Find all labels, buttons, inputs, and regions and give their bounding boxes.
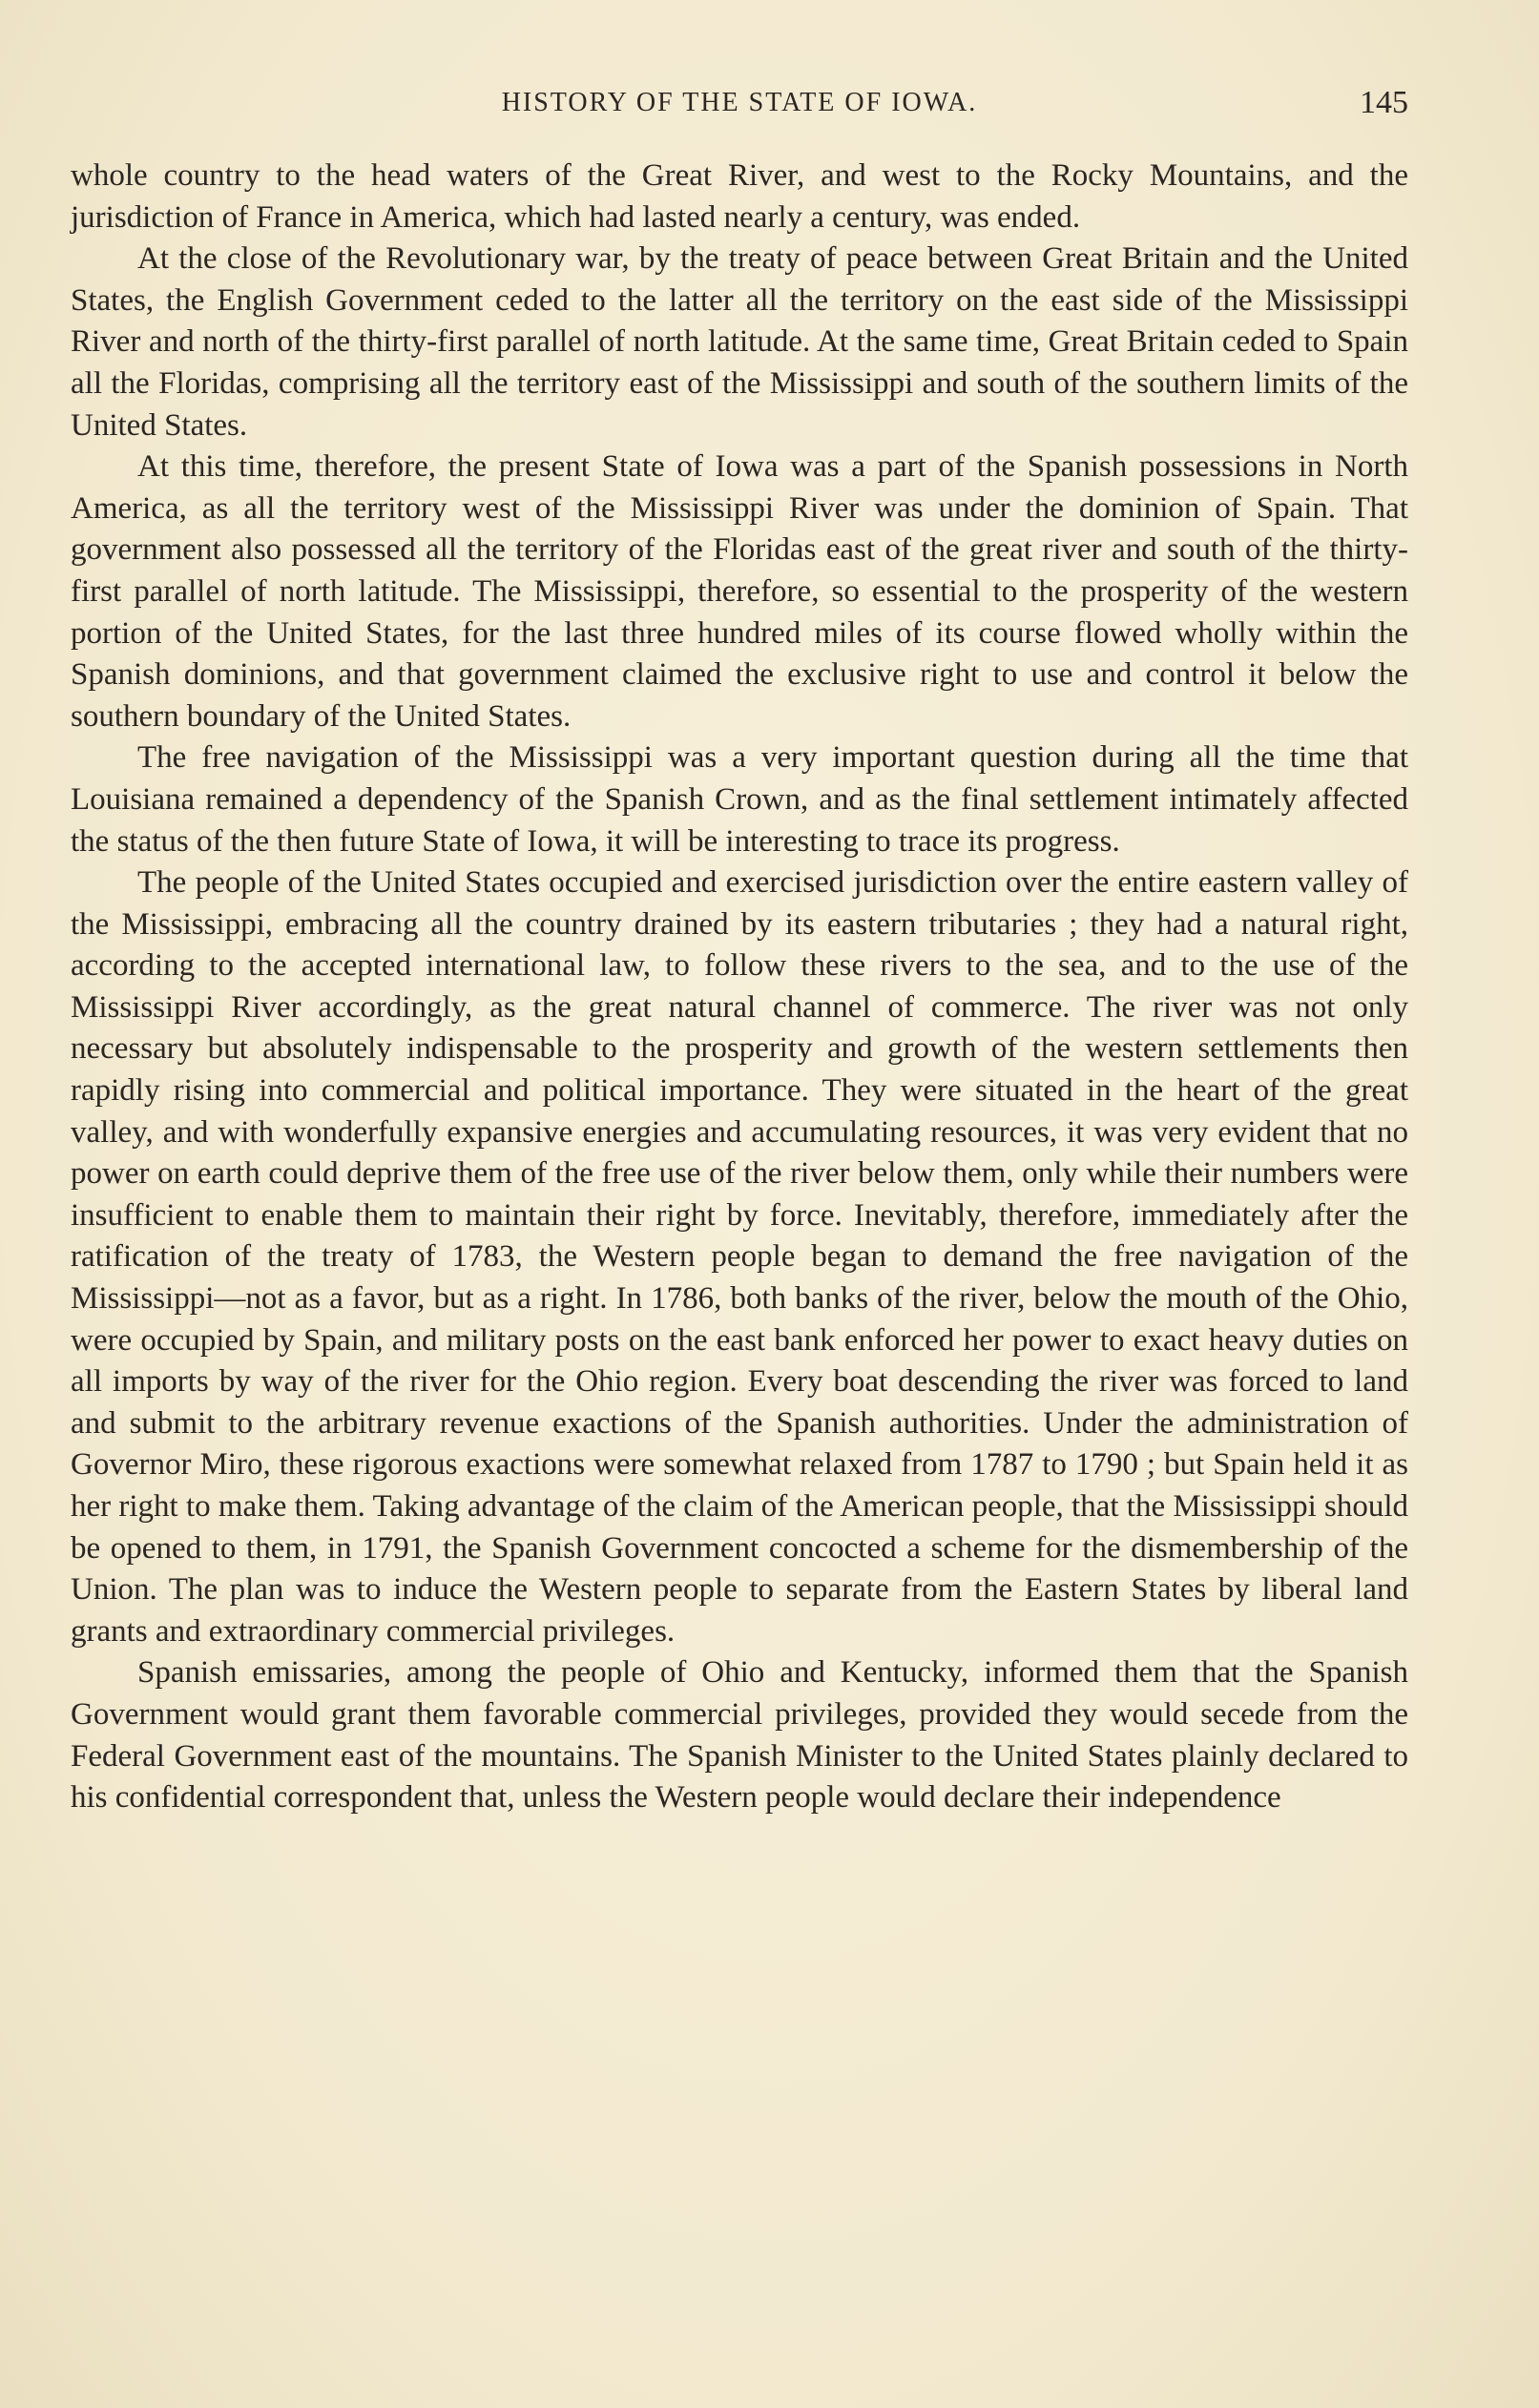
running-title: HISTORY OF THE STATE OF IOWA. [501,88,978,117]
body-text [71,156,1408,1819]
paragraph-free-navigation: The free navigation of the Mississippi was a very important question during all the time that Louisiana remained a dependency of the Spanish Crown, and as the final settlement intimately affected the status of the then future State of Iowa, it will be interesting to trace its progress. [71,740,1408,859]
running-head [71,82,1408,124]
paragraph-western-people: The people of the United States occupied and exercised jurisdiction over the entire eastern valley of the Mississippi, embracing all the country drained by its eastern tributaries ; they had a natural right, according to the accepted international law, to follow these rivers to the sea, and to the use of the Mississippi River accordingly, as the great natural channel of commerce. The river was not only necessary but absolutely indispensable to the prosperity and growth of the western settlements then rapidly rising into commercial and political importance. They were situated in the heart of the great valley, and with wonderfully expansive energies and accumulating resources, it was very evident that no power on earth could deprive them of the free use of the river below them, only while their numbers were insufficient to enable them to maintain their right by force. Inevitably, therefore, immediately after the ratification of the treaty of 1783, the Western people began to demand the free navigation of the Mississippi—not as a favor, but as a right. In 1786, both banks of the river, below the mouth of the Ohio, were occupied by Spain, and military posts on the east bank enforced her power to exact heavy duties on all imports by way of the river for the Ohio region. Every boat descending the river was forced to land and submit to the arbitrary revenue exactions of the Spanish authorities. Under the administration of Governor Miro, these rigorous exactions were somewhat relaxed from 1787 to 1790 ; but Spain held it as her right to make them. Taking advantage of the claim of the American people, that the Mississippi should be opened to them, in 1791, the Spanish Government concocted a scheme for the dismembership of the Union. The plan was to induce the Western people to separate from the Eastern States by liberal land grants and extraordinary commercial privileges. [71,865,1409,1649]
paragraph-spanish-possessions: At this time, therefore, the present State of Iowa was a part of the Spanish possessions in North America, as all the territory west of the Mississippi River was under the dominion of Spain. That government also possessed all the territory of the Floridas east of the great river and south of the thirty-first parallel of north latitude. The Mississippi, therefore, so essential to the prosperity of the western portion of the United States, for the last three hundred miles of its course flowed wholly within the Spanish dominions, and that government claimed the exclusive right to use and control it below the southern boundary of the United States. [71,449,1408,734]
paragraph-revolutionary-war: At the close of the Revolutionary war, by the treaty of peace between Great Britain and the United States, the English Government ceded to the latter all the territory on the east side of the Mississippi River and north of the thirty-first parallel of north latitude. At the same time, Great Britain ceded to Spain all the Floridas, comprising all the territory east of the Mississippi and south of the southern limits of the United States. [71,241,1408,443]
paragraph-continuation: whole country to the head waters of the Great River, and west to the Rocky Mountains, and the jurisdiction of France in America, which had lasted nearly a century, was ended. [71,158,1408,235]
page-number: 145 [1360,85,1408,120]
paragraph-spanish-emissaries: Spanish emissaries, among the people of Ohio and Kentucky, informed them that the Spanish Government would grant them favorable commercial privileges, provided they would secede from the Federal Government east of the mountains. The Spanish Minister to the United States plainly declared to his confidential correspondent that, unless the Western people would declare their independence [71,1655,1408,1816]
